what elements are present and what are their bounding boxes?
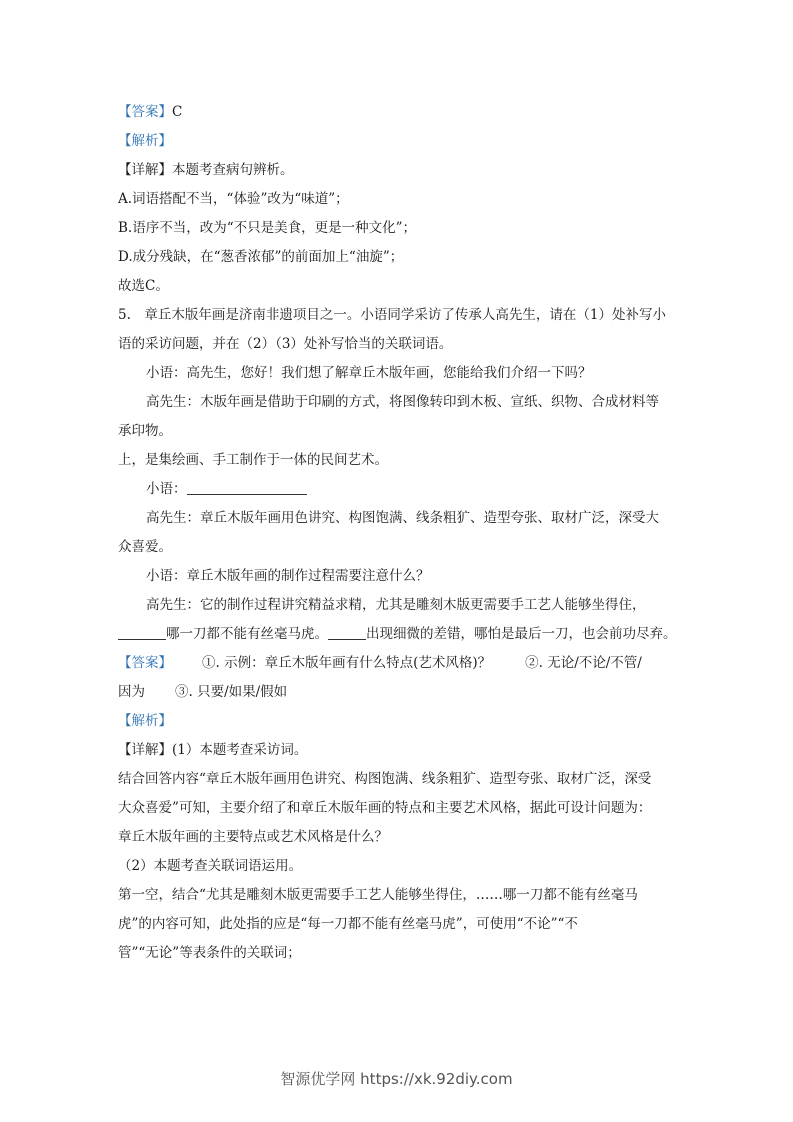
q5-detail-line: [118, 736, 678, 765]
detail-tag: 【详解】: [118, 162, 172, 178]
answer-value: C: [172, 104, 183, 120]
answer-1: ①. 示例：章丘木版年画有什么特点(艺术风格)？: [202, 655, 492, 671]
answer-blank-1: [187, 478, 307, 495]
dialog-gao-1: 高先生：木版年画是借助于印刷的方式，将图像转印到木板、宣纸、织物、合成材料等: [146, 394, 659, 410]
detail-text: 本题考查病句辨析。: [172, 162, 294, 178]
explain-2-line-2: 虎”的内容可知，此处指的应是“每一刀都不能有丝毫马虎”，可使用“不论”“不: [118, 916, 578, 932]
q5-answer-line: [118, 649, 678, 678]
answer-tag: 【答案】: [118, 655, 172, 671]
q5-stem-line-1: 5. 章丘木版年画是济南非遗项目之一。小语同学采访了传承人高先生，请在（1）处补写小: [118, 307, 666, 323]
answer-3: ③. 只要/如果/假如: [175, 684, 288, 700]
q5-stem-line-2: 语的采访问题，并在（2）（3）处补写恰当的关联词语。: [118, 336, 453, 352]
dialog-gao-3: 高先生：它的制作过程讲究精益求精，尤其是雕刻木版更需要手工艺人能够坐得住，: [146, 597, 646, 613]
document-body: [118, 98, 678, 968]
dialog-text-b: 出现细微的差错，哪怕是最后一刀，也会前功尽弃。: [366, 626, 677, 642]
dialog-text-a: 哪一刀都不能有丝毫马虎。: [166, 626, 328, 642]
q4-answer-line: [118, 98, 678, 127]
speaker-label: 小语：: [146, 481, 187, 497]
answer-blank-2: [118, 623, 166, 640]
dialog-gao-2: 高先生：章丘木版年画用色讲究、构图饱满、线条粗犷、造型夸张、取材广泛，深受大: [146, 510, 659, 526]
detail-1: (1）本题考查采访词。: [172, 742, 308, 758]
analysis-tag: 【解析】: [118, 133, 172, 149]
dialog-xiaoyu-2: [118, 475, 678, 504]
dialog-gao-1-cont: 承印物。: [118, 423, 172, 439]
q5-analysis-line: [118, 707, 678, 736]
answer-2-cont: 因为: [118, 684, 145, 700]
explain-1-line-1: 结合回答内容“章丘木版年画用色讲究、构图饱满、线条粗犷、造型夸张、取材广泛，深受: [118, 771, 652, 787]
q4-option-b: B.语序不当，改为“不只是美食，更是一种文化”；: [118, 220, 417, 236]
detail-tag: 【详解】: [118, 742, 172, 758]
q4-analysis-line: [118, 127, 678, 156]
explain-2-line-1: 第一空，结合“尤其是雕刻木版更需要手工艺人能够坐得住，……哪一刀都不能有丝毫马: [118, 887, 638, 903]
dialog-gao-2-cont: 众喜爱。: [118, 539, 172, 555]
q4-detail-line: [118, 156, 678, 185]
dialog-gao-3-cont: [118, 620, 678, 649]
answer-blank-3: [328, 623, 366, 640]
q4-option-d: D.成分残缺，在“葱香浓郁”的前面加上“油旋”；: [118, 249, 404, 265]
answer-tag: 【答案】: [118, 104, 172, 120]
analysis-tag: 【解析】: [118, 713, 172, 729]
explain-1-line-3: 章丘木版年画的主要特点或艺术风格是什么？: [118, 829, 388, 845]
dialog-xiaoyu-3: 小语：章丘木版年画的制作过程需要注意什么？: [146, 568, 430, 584]
dialog-xiaoyu-1: 小语：高先生，您好！我们想了解章丘木版年画，您能给我们介绍一下吗？: [146, 365, 592, 381]
q5-answer-line-2: [118, 678, 678, 707]
q4-conclusion: 故选C。: [118, 278, 169, 294]
explain-1-line-2: 大众喜爱”可知，主要介绍了和章丘木版年画的特点和主要艺术风格，据此可设计问题为：: [118, 800, 652, 816]
detail-2: （2）本题考查关联词语运用。: [118, 858, 303, 874]
explain-2-line-3: 管”“无论”等表条件的关联词；: [118, 945, 301, 961]
watermark-footer: 智源优学网 https://xk.92diy.com: [280, 1070, 513, 1088]
dialog-gao-1-cont2: 上，是集绘画、手工制作于一体的民间艺术。: [118, 452, 388, 468]
q4-option-a: A.词语搭配不当，“体验”改为“味道”；: [118, 191, 349, 207]
answer-2: ②. 无论/不论/不管/: [525, 655, 642, 671]
